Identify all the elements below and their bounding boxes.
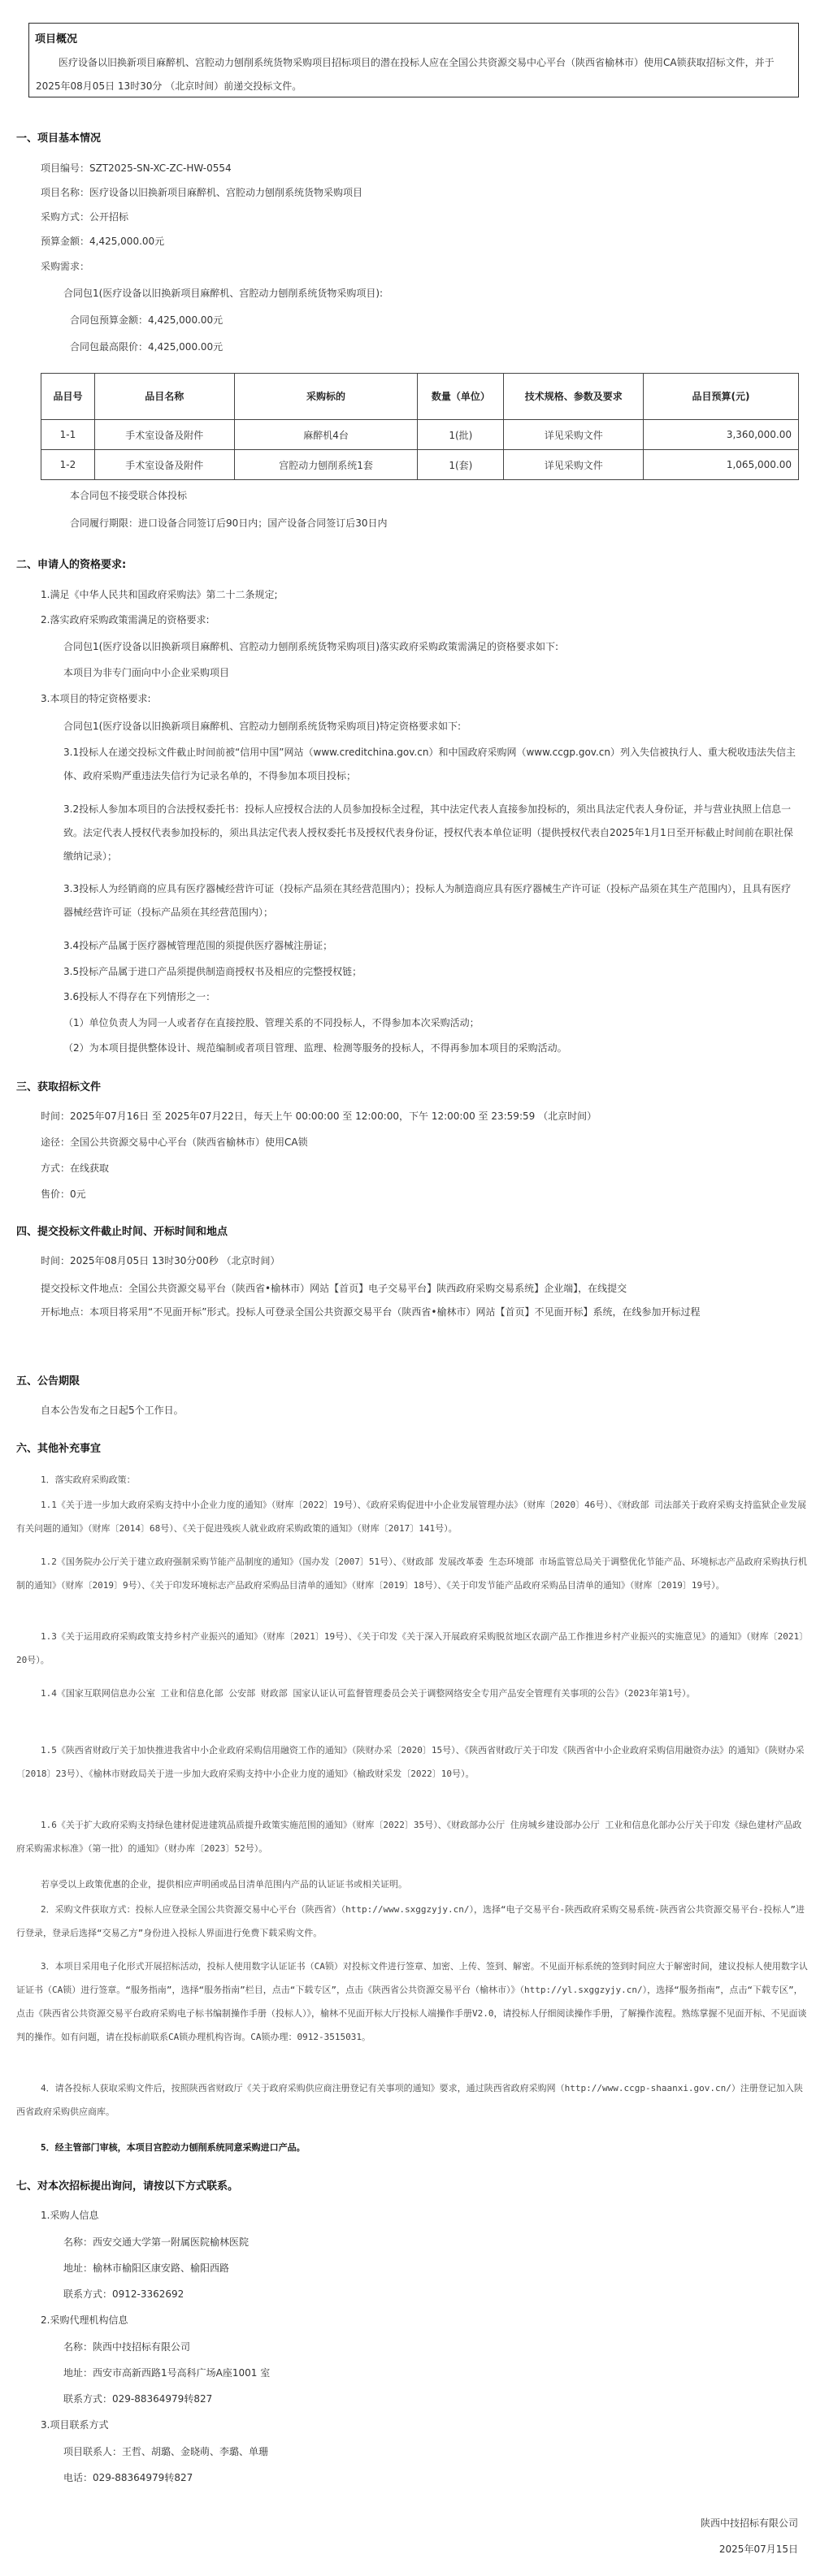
cell-item-no: 1-2: [41, 450, 95, 480]
lot-1-max-price: 合同包最高限价：4,425,000.00元: [70, 341, 224, 353]
table-row: [41, 420, 799, 450]
supplier-registration-note: 4．请各投标人获取采购文件后，按照陕西省财政厅《关于政府采购供应商注册登记有关事项的通知》要求，通过陕西省政府采购网（http://www.ccgp-shaanxi.gov.cn/）注册登记加入陕西省政府采购供应商库。: [16, 2083, 803, 2117]
submit-location: 提交投标文件地点：全国公共资源交易平台（陕西省•榆林市）网站【首页】电子交易平台】陕西政府采购交易系统】企业端】，在线提交: [41, 1283, 627, 1294]
table-row: [41, 450, 799, 480]
lot-1-title: 合同包1(医疗设备以旧换新项目麻醉机、宫腔动力刨削系统货物采购项目):: [63, 288, 384, 299]
policy-heading: 1．落实政府采购政策：: [41, 1474, 136, 1485]
cell-quantity: 1(套): [418, 450, 504, 480]
summary-text: 医疗设备以旧换新项目麻醉机、宫腔动力刨削系统货物采购项目招标项目的潜在投标人应在全国公共资源交易中心平台（陕西省榆林市）使用CA锁获取招标文件，并于 2025年08月05日 13时30分 （北京时间）前递交投标文件。: [36, 57, 775, 92]
cell-subject: 麻醉机4台: [234, 420, 418, 450]
acquire-time: 时间：2025年07月16日 至 2025年07月22日，每天上午 00:00:00 至 12:00:00，下午 12:00:00 至 23:59:59 （北京时间）: [41, 1110, 597, 1122]
no-consortium-note: 本合同包不接受联合体投标: [70, 490, 188, 501]
cell-specs: 详见采购文件: [504, 420, 644, 450]
project-contact-phone: 电话：029-88364979转827: [63, 2472, 193, 2483]
import-approval-note: 5．经主管部门审核，本项目宫腔动力刨削系统同意采购进口产品。: [41, 2142, 306, 2153]
header-specs: 技术规格、参数及要求: [504, 374, 644, 420]
section-6-title: 六、其他补充事宜: [16, 1443, 102, 1455]
header-budget: 品目预算(元): [644, 374, 799, 420]
acquire-price: 售价：0元: [41, 1188, 86, 1200]
electronic-bidding-note: 3．本项目采用电子化形式开展招标活动，投标人使用数字认证证书（CA锁）对投标文件进行签章、加密、上传、签到、解密。不见面开标系统的签到时间应大于解密时间，建议投标人使用数字认证证书（CA锁）进行签章。“服务指南”，选择“服务指南”栏目，点击“下载专区”，点击《陕西省公共资源交易平台（榆林市）》（http://yl.sxggzyjy.cn/），选择“服务指南”，点击“下载专区”，点击《陕西省公共资源交易平台政府采购电子标书编制操作手册（投标人）》，榆林不见面开标大厅投标人端操作手册V2.0，请投标人仔细阅读操作手册，了解操作流程。熟练掌握不见面开标、不见面谈判的操作。如有问题，请在投标前联系CA锁办理机构咨询。CA锁办理：0912-3515031。: [16, 1961, 808, 2042]
policy-1-5: 1.5《陕西省财政厅关于加快推进我省中小企业政府采购信用融资工作的通知》（陕财办采〔2020〕15号）、《陕西省财政厅关于印发《陕西省中小企业政府采购信用融资办法》的通知》（陕财办采〔2018〕23号）、《榆林市财政局关于进一步加大政府采购支持中小企业力度的通知》（榆政财采发〔2022〕10号）。: [16, 1745, 805, 1779]
purchaser-phone: 联系方式：0912-3362692: [63, 2288, 184, 2300]
agency-name: 名称：陕西中技招标有限公司: [63, 2341, 191, 2353]
header-subject: 采购标的: [234, 374, 418, 420]
qualification-2: 2.落实政府采购政策需满足的资格要求:: [41, 614, 210, 626]
summary-title: 项目概况: [35, 33, 78, 45]
purchaser-address: 地址：榆林市榆阳区康安路、榆阳西路: [63, 2262, 230, 2274]
cell-item-no: 1-1: [41, 420, 95, 450]
policy-1-6: 1.6《关于扩大政府采购支持绿色建材促进建筑品质提升政策实施范围的通知》（财库〔2022〕35号）、《财政部办公厅 住房城乡建设部办公厅 工业和信息化部办公厅关于印发《绿色建材产品政府采购需求标准》（第一批）的通知》（财办库〔2023〕52号）。: [16, 1820, 802, 1854]
cell-subject: 宫腔动力刨削系统1套: [234, 450, 418, 480]
purchaser-name: 名称：西安交通大学第一附属医院榆林医院: [63, 2236, 250, 2248]
policy-1-3: 1.3《关于运用政府采购政策支持乡村产业振兴的通知》（财库〔2021〕19号）、《关于印发《关于深入开展政府采购脱贫地区农副产品工作推进乡村产业振兴的实施意见》的通知》（财库〔2021〕20号）。: [16, 1631, 809, 1665]
section-3-title: 三、获取招标文件: [16, 1081, 102, 1093]
cell-budget: 3,360,000.00: [644, 420, 799, 450]
cell-budget: 1,065,000.00: [644, 450, 799, 480]
notice-period: 自本公告发布之日起5个工作日。: [41, 1405, 184, 1416]
acquire-method: 方式：在线获取: [41, 1162, 110, 1174]
deadline-time: 时间：2025年08月05日 13时30分00秒 （北京时间）: [41, 1255, 280, 1266]
qualification-2a: 合同包1(医疗设备以旧换新项目麻醉机、宫腔动力刨削系统货物采购项目)落实政府采购政策需满足的资格要求如下:: [63, 641, 559, 652]
document-acquire-note: 2．采购文件获取方式：投标人应登录全国公共资源交易中心平台（陕西省）（http://www.sxggzyjy.cn/），选择“电子交易平台-陕西政府采购交易系统-陕西省公共资源交易平台-投标人”进行登录，登录后选择“交易乙方”身份进入投标人界面进行免费下载采购文件。: [16, 1904, 805, 1938]
issue-date: 2025年07月15日: [718, 2544, 798, 2555]
cell-quantity: 1(批): [418, 420, 504, 450]
agency-heading: 2.采购代理机构信息: [41, 2314, 128, 2326]
section-2-title: 二、申请人的资格要求:: [16, 559, 127, 571]
header-item-no: 品目号: [41, 374, 95, 420]
purchaser-heading: 1.采购人信息: [41, 2210, 99, 2221]
project-contact-heading: 3.项目联系方式: [41, 2419, 109, 2431]
lot-1-budget: 合同包预算金额：4,425,000.00元: [70, 314, 224, 326]
table-header-row: [41, 374, 799, 420]
items-table: [41, 373, 799, 480]
cell-item-name: 手术室设备及附件: [94, 420, 234, 450]
qualification-3: 3.本项目的特定资格要求:: [41, 693, 151, 704]
qualification-3-6: 3.6投标人不得存在下列情形之一：: [63, 991, 216, 1002]
cell-item-name: 手术室设备及附件: [94, 450, 234, 480]
qualification-1: 1.满足《中华人民共和国政府采购法》第二十二条规定;: [41, 589, 278, 600]
qualification-3-1: 3.1投标人在递交投标文件截止时间前被“信用中国”网站（www.creditchina.gov.cn）和中国政府采购网（www.ccgp.gov.cn）列入失信被执行人、重大税收违法失信主体、政府采购严重违法失信行为记录名单的，不得参加本项目投标；: [63, 747, 796, 781]
qualification-3-6-1: （1）单位负责人为同一人或者存在直接控股、管理关系的不同投标人，不得参加本次采购活动；: [63, 1017, 480, 1028]
policy-1-1: 1.1《关于进一步加大政府采购支持中小企业力度的通知》（财库〔2022〕19号）、《政府采购促进中小企业发展管理办法》（财库〔2020〕46号）、《财政部 司法部关于政府采购支持监狱企业发展有关问题的通知》（财库〔2014〕68号）、《关于促进残疾人就业政府采购政策的通知》（财库〔2017〕141号）。: [16, 1500, 806, 1534]
project-contacts: 项目联系人：王哲、胡璐、金晓萌、李璐、单珊: [63, 2446, 269, 2457]
project-name: 项目名称：医疗设备以旧换新项目麻醉机、宫腔动力刨削系统货物采购项目: [41, 187, 363, 198]
issuer-name: 陕西中技招标有限公司: [700, 2518, 798, 2529]
acquire-channel: 途径：全国公共资源交易中心平台（陕西省榆林市）使用CA锁: [41, 1136, 308, 1148]
qualification-2b: 本项目为非专门面向中小企业采购项目: [63, 667, 230, 678]
section-5-title: 五、公告期限: [16, 1375, 80, 1388]
procurement-method: 采购方式：公开招标: [41, 211, 129, 223]
header-quantity: 数量（单位）: [418, 374, 504, 420]
header-item-name: 品目名称: [94, 374, 234, 420]
qualification-3a: 合同包1(医疗设备以旧换新项目麻醉机、宫腔动力刨削系统货物采购项目)特定资格要求如下:: [63, 721, 462, 732]
section-7-title: 七、对本次招标提出询问，请按以下方式联系。: [16, 2180, 239, 2193]
policy-proof-note: 若享受以上政策优惠的企业，提供相应声明函或品目清单范围内产品的认证证书或相关证明。: [41, 1879, 407, 1890]
contract-period: 合同履行期限：进口设备合同签订后90日内；国产设备合同签订后30日内: [70, 517, 388, 529]
budget-amount: 预算金额：4,425,000.00元: [41, 236, 165, 247]
cell-specs: 详见采购文件: [504, 450, 644, 480]
agency-phone: 联系方式：029-88364979转827: [63, 2393, 213, 2405]
qualification-3-6-2: （2）为本项目提供整体设计、规范编制或者项目管理、监理、检测等服务的投标人，不得再参加本项目的采购活动。: [63, 1042, 567, 1054]
qualification-3-3: 3.3投标人为经销商的应具有医疗器械经营许可证（投标产品须在其经营范围内）；投标人为制造商应具有医疗器械生产许可证（投标产品须在其生产范围内），且具有医疗器械经营许可证（投标产品须在其经营范围内）；: [63, 883, 792, 918]
section-1-title: 一、项目基本情况: [16, 132, 102, 145]
qualification-3-2: 3.2投标人参加本项目的合法授权委托书：投标人应授权合法的人员参加投标全过程，其中法定代表人直接参加投标的，须出具法定代表人身份证，并与营业执照上信息一致。法定代表人授权代表参加投标的，须出具法定代表人授权委托书及授权代表身份证，授权代表本单位证明（提供授权代表自2025年1月1日至开标截止时间前在职社保缴纳记录）；: [63, 803, 793, 862]
project-summary-box: [28, 23, 799, 97]
agency-address: 地址：西安市高新西路1号高科广场A座1001 室: [63, 2367, 271, 2379]
policy-1-2: 1.2《国务院办公厅关于建立政府强制采购节能产品制度的通知》（国办发〔2007〕51号）、《财政部 发展改革委 生态环境部 市场监管总局关于调整优化节能产品、环境标志产品政府采购执行机制的通知》（财库〔2019〕9号）、《关于印发环境标志产品政府采购品目清单的通知》（财库〔2019〕18号）、《关于印发节能产品政府采购品目清单的通知》（财库〔2019〕19号）。: [16, 1556, 807, 1591]
section-4-title: 四、提交投标文件截止时间、开标时间和地点: [16, 1226, 228, 1238]
qualification-3-5: 3.5投标产品属于进口产品须提供制造商授权书及相应的完整授权链；: [63, 966, 362, 977]
qualification-3-4: 3.4投标产品属于医疗器械管理范围的须提供医疗器械注册证；: [63, 940, 333, 951]
project-number: 项目编号：SZT2025-SN-XC-ZC-HW-0554: [41, 162, 232, 174]
opening-location: 开标地点：本项目将采用“不见面开标”形式。投标人可登录全国公共资源交易平台（陕西省•榆林市）网站【首页】不见面开标】系统，在线参加开标过程: [41, 1306, 701, 1318]
procurement-demand: 采购需求：: [41, 261, 90, 272]
policy-1-4: 1.4《国家互联网信息办公室 工业和信息化部 公安部 财政部 国家认证认可监督管理委员会关于调整网络安全专用产品安全管理有关事项的公告》（2023年第1号）。: [41, 1688, 696, 1699]
